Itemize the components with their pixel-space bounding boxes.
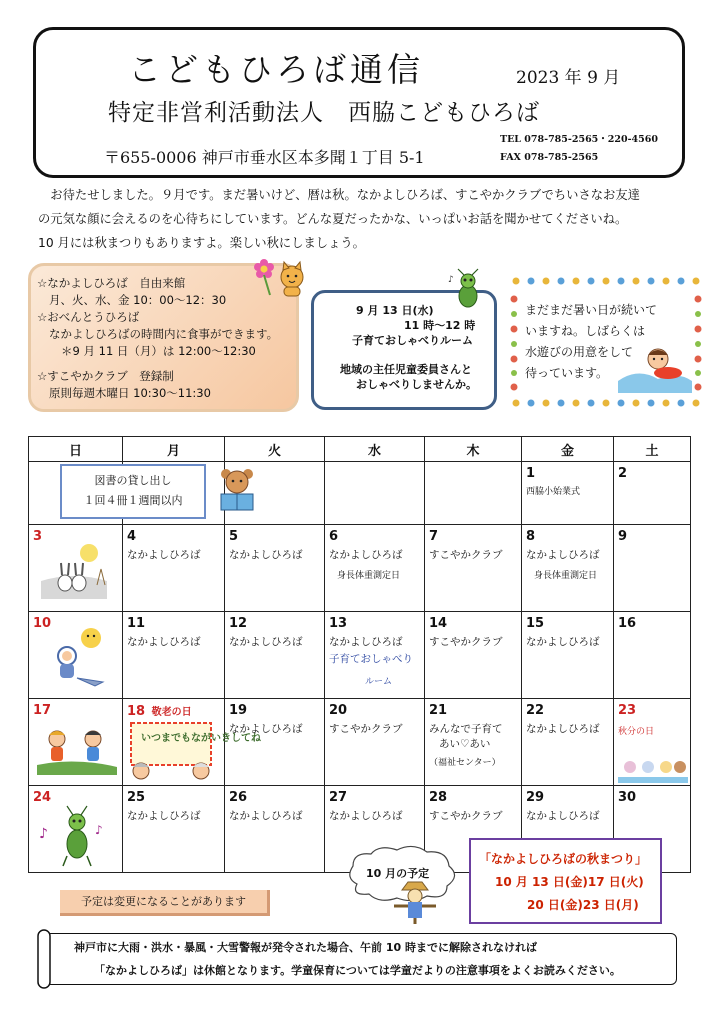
summer-note-line: 水遊びの用意をして — [525, 345, 634, 359]
day-number: 3 — [33, 529, 43, 544]
summer-note-line: まだまだ暑い日が続いて — [525, 303, 658, 317]
day-number: 2 — [618, 466, 628, 481]
day-number: 5 — [229, 529, 239, 544]
calendar-cell-empty — [425, 462, 522, 525]
scroll-roll-icon — [36, 928, 52, 990]
day-number: 15 — [526, 616, 545, 631]
weekday-header: 日 — [29, 437, 123, 462]
october-label: 10 月の予定 — [366, 867, 430, 880]
scarecrow-icon — [392, 880, 438, 924]
intro-text — [38, 183, 698, 255]
day-event: あい♡あい — [439, 738, 491, 750]
calendar-day — [225, 525, 325, 612]
calendar-day — [123, 525, 225, 612]
day-subevent: 身長体重測定日 — [534, 571, 598, 581]
issue-date: 2023 年 9 月 — [516, 68, 621, 88]
autumn-kids-icon — [35, 717, 119, 777]
schedule-change-note: 予定は変更になることがあります — [60, 890, 270, 916]
schedule-line: なかよしひろばの時間内に食事ができます。 — [49, 327, 279, 341]
schedule-line: ☆なかよしひろば 自由来館 — [37, 276, 186, 290]
day-number: 24 — [33, 790, 52, 805]
calendar-day — [425, 525, 522, 612]
day-number: 7 — [429, 529, 439, 544]
talk-desc: おしゃべりしませんか。 — [356, 378, 477, 391]
calendar-day — [522, 462, 614, 525]
talk-name: 子育ておしゃべりルーム — [352, 334, 473, 347]
teddy-bear-reading-icon — [215, 466, 259, 512]
day-number: 12 — [229, 616, 248, 631]
notice-line: 「なかよしひろば」は休館となります。学童保育については学童だよりの注意事項をよくお読みください。 — [94, 964, 621, 977]
loan-line: 図書の貸し出し — [94, 474, 172, 487]
calendar-day — [29, 525, 123, 612]
day-event: 西脇小始業式 — [526, 487, 581, 497]
svg-text:♪: ♪ — [448, 275, 454, 285]
calendar-day — [614, 525, 691, 612]
day-event: なかよしひろば — [526, 723, 600, 735]
grandparents-icon — [127, 721, 261, 785]
moon-rabbits-icon — [39, 541, 109, 603]
calendar-day — [614, 612, 691, 699]
calendar-cell-empty — [325, 462, 425, 525]
weekday-header: 月 — [123, 437, 225, 462]
schedule-line: 原則毎週木曜日 10:30～11:30 — [49, 386, 211, 400]
day-event: なかよしひろば — [329, 636, 403, 648]
calendar-day — [225, 612, 325, 699]
day-event: なかよしひろば — [526, 549, 600, 561]
day-event: なかよしひろば — [229, 810, 303, 822]
talk-desc: 地域の主任児童委員さんと — [340, 363, 472, 376]
day-number: 22 — [526, 703, 545, 718]
day-event: なかよしひろば — [329, 810, 403, 822]
autumn-festival-box — [469, 838, 662, 924]
weekday-header: 金 — [522, 437, 614, 462]
day-number: 10 — [33, 616, 52, 631]
schedule-line: ☆おべんとうひろば — [37, 310, 140, 324]
summer-note-text — [525, 300, 657, 384]
autumn-animals-icon — [618, 749, 688, 783]
day-event: なかよしひろば — [127, 810, 201, 822]
day-number: 18 敬老の日 — [127, 704, 192, 719]
intro-line: の元気な顔に会えるのを心待ちにしています。どんな夏だったかな、いっぱいお話を聞かせてくださいね。 — [38, 212, 628, 226]
astronaut-icon — [47, 626, 113, 692]
schedule-line: 月、火、水、金 10：00～12：30 — [49, 293, 227, 307]
loan-line: １回４冊１週間以内 — [83, 494, 183, 507]
calendar-day — [29, 612, 123, 699]
day-event: なかよしひろば — [229, 549, 303, 561]
calendar-day — [522, 525, 614, 612]
day-number: 29 — [526, 790, 545, 805]
cricket-icon — [446, 268, 490, 312]
calendar-day — [123, 786, 225, 873]
day-number: 30 — [618, 790, 637, 805]
day-number: 14 — [429, 616, 448, 631]
intro-line: 10 月には秋まつりもありますよ。楽しい秋にしましょう。 — [38, 236, 365, 250]
day-event: なかよしひろば — [229, 723, 303, 735]
weekday-header: 土 — [614, 437, 691, 462]
notice-line: 神戸市に大雨・洪水・暴風・大雪警報が発令された場合、午前 10 時までに解除されなければ — [74, 941, 537, 954]
day-number: 8 — [526, 529, 536, 544]
talk-date: 9 月 13 日(水) — [356, 304, 434, 317]
holiday-label: 秋分の日 — [618, 727, 655, 737]
day-number: 20 — [329, 703, 348, 718]
library-loan-note — [60, 464, 206, 519]
schedule-line: ☆すこやかクラブ 登録制 — [37, 369, 174, 383]
organization-name: 特定非営利活動法人 西脇こどもひろば — [108, 100, 540, 126]
svg-text:♪: ♪ — [95, 823, 103, 837]
weekday-header: 火 — [225, 437, 325, 462]
day-number: 28 — [429, 790, 448, 805]
day-event: みんなで子育て — [429, 723, 503, 735]
day-event: なかよしひろば — [127, 549, 201, 561]
day-event: すこやかクラブ — [429, 810, 503, 822]
day-number: 16 — [618, 616, 637, 631]
day-number: 25 — [127, 790, 146, 805]
weekday-header: 木 — [425, 437, 522, 462]
calendar-day — [325, 699, 425, 786]
day-subevent: 身長体重測定日 — [337, 571, 401, 581]
svg-text:♪: ♪ — [39, 826, 48, 842]
festival-dates: 20 日(金)23 日(月) — [527, 898, 639, 912]
address: 〒655-0006 神戸市垂水区本多聞１丁目 5-1 — [104, 148, 425, 167]
day-number: 23 — [618, 703, 637, 718]
calendar-day — [425, 612, 522, 699]
weekday-header: 水 — [325, 437, 425, 462]
day-number: 26 — [229, 790, 248, 805]
schedule-line: ＊9 月 11 日（月）は 12:00～12:30 — [61, 344, 256, 358]
day-event-talk-room: ルーム — [365, 677, 393, 687]
day-subevent: （福祉センター） — [429, 758, 501, 768]
day-number: 6 — [329, 529, 339, 544]
day-number: 11 — [127, 616, 146, 631]
newsletter-title: こどもひろば通信 — [128, 50, 424, 89]
calendar-day — [225, 699, 325, 786]
cricket-icon — [39, 804, 115, 868]
telephone: TEL 078-785-2565・220-4560 — [500, 134, 658, 145]
flower-cat-icon — [250, 255, 308, 299]
day-number: 9 — [618, 529, 628, 544]
day-event: なかよしひろば — [229, 636, 303, 648]
day-number: 21 — [429, 703, 448, 718]
calendar-day — [29, 786, 123, 873]
calendar-day — [225, 786, 325, 873]
day-number: 19 — [229, 703, 248, 718]
day-number: 1 — [526, 466, 536, 481]
calendar-day — [614, 699, 691, 786]
calendar-day — [522, 699, 614, 786]
calendar-day — [29, 699, 123, 786]
day-event: なかよしひろば — [329, 549, 403, 561]
day-event: なかよしひろば — [127, 636, 201, 648]
festival-title: 「なかよしひろばの秋まつり」 — [479, 852, 648, 866]
intro-line: お待たせしました。９月です。まだ暑いけど、暦は秋。なかよしひろば、すこやかクラブでちいさなお友達 — [38, 188, 640, 202]
day-event: なかよしひろば — [526, 636, 600, 648]
weather-notice — [45, 933, 677, 985]
calendar-day — [325, 612, 425, 699]
day-event: すこやかクラブ — [329, 723, 403, 735]
day-event: すこやかクラブ — [429, 549, 503, 561]
day-number: 27 — [329, 790, 348, 805]
calendar-day — [425, 699, 522, 786]
festival-dates: 10 月 13 日(金)17 日(火) — [495, 875, 644, 889]
day-event: すこやかクラブ — [429, 636, 503, 648]
respect-card-text: いつまでもながいきしてね — [141, 733, 261, 744]
summer-note-line: いますね。しばらくは — [525, 324, 646, 338]
day-event-talk-room: 子育ておしゃべり — [329, 653, 413, 665]
calendar-day — [614, 462, 691, 525]
calendar-day — [325, 525, 425, 612]
calendar-day — [522, 612, 614, 699]
calendar-day — [123, 612, 225, 699]
day-number: 17 — [33, 703, 52, 718]
day-number: 4 — [127, 529, 137, 544]
summer-note-line: 待っています。 — [525, 366, 609, 380]
fax: FAX 078-785-2565 — [500, 152, 599, 163]
holiday-label: 敬老の日 — [151, 707, 192, 718]
day-event: なかよしひろば — [526, 810, 600, 822]
day-number: 13 — [329, 616, 348, 631]
talk-time: 11 時～12 時 — [404, 319, 476, 332]
